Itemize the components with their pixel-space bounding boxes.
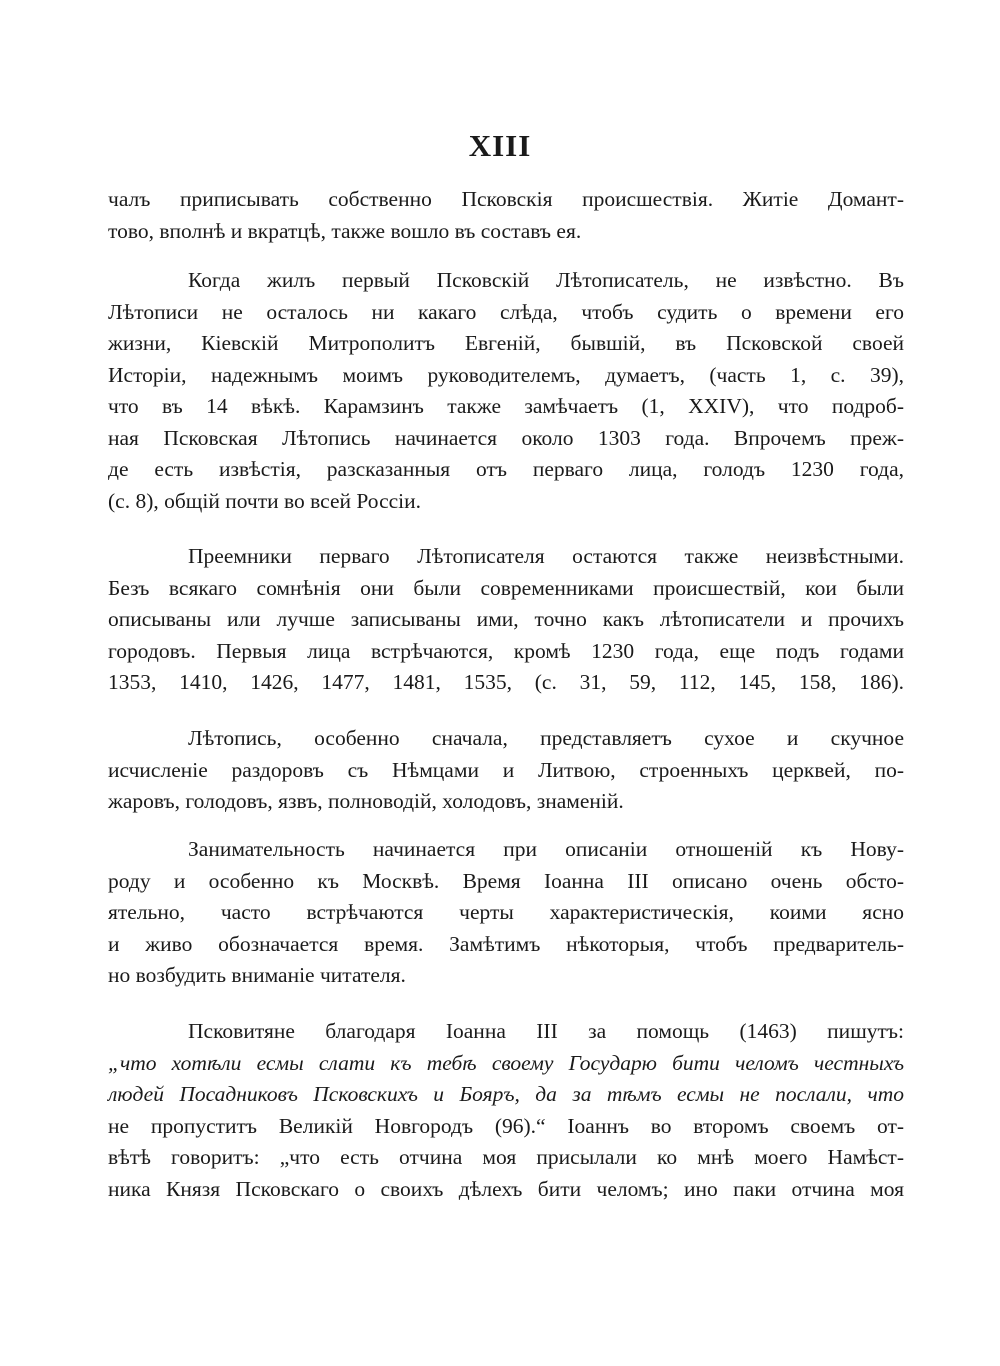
text-line: роду и особенно къ Москвѣ. Время Іоанна III описано очень обсто- — [108, 868, 904, 893]
text-line: но возбудить вниманіе читателя. — [108, 963, 406, 987]
text-line: Лѣтопись, особенно сначала, представляетъ сухое и скучное — [188, 726, 904, 750]
text-line: „что хотѣли есмы слати къ тебѣ своему Государю бити челомъ честныхъ — [108, 1050, 904, 1075]
text-line: ятельно, часто встрѣчаются черты характеристическія, коими ясно — [108, 900, 904, 924]
text-line: исчисленіе раздоровъ съ Нѣмцами и Литвою, строенныхъ церквей, по- — [108, 757, 904, 782]
text-line: описываны или лучше записываны ими, точно какъ лѣтописатели и прочихъ — [108, 607, 904, 631]
text-line: Занимательность начинается при описаніи отношеній къ Нову- — [188, 837, 904, 861]
text-line: вѣтѣ говоритъ: „что есть отчина моя присылали ко мнѣ моего Намѣст- — [108, 1145, 904, 1169]
paragraph — [108, 265, 904, 517]
paragraph — [108, 184, 904, 247]
paragraph — [108, 723, 904, 818]
text-line: жаровъ, голодовъ, язвъ, полноводій, холодовъ, знаменій. — [108, 789, 624, 813]
text-line: не пропуститъ Великій Новгородъ (96).“ Іоаннъ во второмъ своемъ от- — [108, 1113, 904, 1138]
text-line: жизни, Кіевскій Митрополитъ Евгеній, бывшій, въ Псковской своей — [108, 331, 904, 355]
text-line: (с. 8), общій почти во всей Россіи. — [108, 488, 422, 513]
text-line: Псковитяне благодаря Іоанна III за помощь (1463) пишутъ: — [188, 1019, 904, 1043]
text-line: ная Псковская Лѣтопись начинается около 1303 года. Впрочемъ преж- — [108, 425, 904, 450]
paragraph — [108, 1016, 904, 1205]
page-number: XIII — [468, 128, 532, 163]
paragraph — [108, 541, 904, 699]
text-line: 1353, 1410, 1426, 1477, 1481, 1535, (с. 31, 59, 112, 145, 158, 186). — [108, 670, 904, 694]
text-line: Лѣтописи не осталось ни какаго слѣда, чтобъ судить о времени его — [108, 299, 904, 324]
text-line: и живо обозначается время. Замѣтимъ нѣкоторыя, чтобъ предваритель- — [108, 931, 904, 956]
text-line: чалъ приписывать собственно Псковскія происшествія. Житіе Домант- — [108, 187, 904, 211]
text-line: тово, вполнѣ и вкратцѣ, также вошло въ составъ ея. — [108, 218, 582, 243]
text-line: ника Князя Псковскаго о своихъ дѣлехъ бити челомъ; ино паки отчина моя — [108, 1176, 904, 1201]
text-line: людей Посадниковъ Псковскихъ и Бояръ, да за тѣмъ есмы не послали, что — [108, 1082, 904, 1106]
text-line: городовъ. Первыя лица встрѣчаются, кромѣ 1230 года, еще подъ годами — [108, 638, 904, 663]
text-line: де есть извѣстія, разсказанныя отъ перваго лица, голодъ 1230 года, — [108, 457, 904, 481]
text-line: Когда жилъ первый Псковскій Лѣтописатель, не извѣстно. Въ — [188, 268, 904, 292]
text-line: Исторіи, надежнымъ моимъ руководителемъ, думаетъ, (часть 1, с. 39), — [108, 362, 904, 387]
text-line: Безъ всякаго сомнѣнія они были современниками происшествій, кои были — [108, 575, 904, 600]
text-line: Преемники перваго Лѣтописателя остаются также неизвѣстными. — [188, 544, 904, 568]
paragraph — [108, 834, 904, 992]
text-line: что въ 14 вѣкѣ. Карамзинъ также замѣчаетъ (1, XXIV), что подроб- — [108, 394, 904, 418]
